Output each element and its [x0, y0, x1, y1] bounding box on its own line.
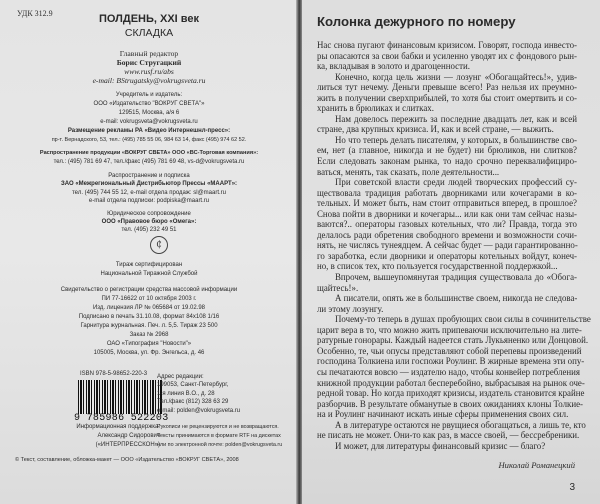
paragraph-line: Нас снова пугают финансовым кризисом. Говорят, господа инвесто-: [317, 40, 577, 50]
column-title: Колонка дежурного по номеру: [317, 14, 516, 29]
paragraph-line: ем, нет (а главное, никогда и не будет) ни брюликов, ни слитков?: [317, 145, 577, 156]
imprint-line: ОАО «Типография "Новости"»: [106, 341, 192, 347]
manuscripts-note-line: или по электронной почте: polden@vokrugsveta.ru: [157, 442, 283, 448]
manuscripts-note-line: Тексты принимаются в формате RTF на дискетах: [157, 433, 281, 439]
paragraph-line: ратурные гонорары. Каждый надеется стать Лукьяненко или Донцовой.: [317, 335, 589, 346]
publisher-line: Учредитель и издатель:: [115, 92, 183, 98]
paragraph-line: нять, не числясь тунеядцем. А сейчас будет — ради гарантированно-: [317, 240, 578, 251]
subscription-line: ЗАО «Межрегиональный Дистрибьютор Прессы «МААРТ»:: [60, 181, 238, 187]
paragraph: [317, 419, 586, 441]
publisher-line: ООО «Издательство "ВОКРУГ СВЕТА"»: [93, 101, 205, 107]
imprint-line: Изд. лицензия ЛР № 065684 от 19.02.98: [92, 305, 206, 311]
paragraph-line: При советской власти среди людей творческих профессий су-: [335, 177, 577, 188]
editor-label: Главный редактор: [119, 49, 179, 58]
paragraph: [317, 314, 591, 420]
info-support-line: («ИНТЕРПРЕССКОН»): [95, 442, 160, 448]
legal-line: ООО «Правовое бюро «Омега»:: [101, 219, 197, 225]
paragraph-line: не писать не может. Они-то как раз, в массе своей, — бессребреники.: [317, 430, 580, 441]
paragraph: [317, 441, 577, 452]
paragraph: [317, 272, 577, 293]
info-support-line: Информационная поддержка:: [76, 424, 160, 430]
paragraph-line: делалось ради обретения свободного времени и возможности сочи-: [317, 229, 577, 240]
imprint-line: Заказ № 2968: [129, 332, 169, 338]
paragraph-line: царит вера в то, что можно жить припеваючи исключительно на лите-: [317, 324, 582, 335]
paragraph-line: ваются?.. операторы газовых котельных, что ли? Правда, тогда это: [317, 219, 577, 230]
paragraph-line: на и Роулинг начинают искать иные сферы применения своих сил.: [317, 409, 569, 420]
paragraph-line: литься тут нечему. Деньги превыше всего! Раз нельзя их преумно-: [317, 82, 577, 93]
right-page-column: [302, 0, 600, 504]
paragraph-line: господина Толкиена или госпожи Роулинг. В жирные времена эти опу-: [317, 356, 585, 367]
distribution-line: Распространение продукции «ВОКРУГ СВЕТА» ООО «ВС-Торговая компания»:: [39, 150, 259, 156]
publisher-line: 129515, Москва, а/я 6: [118, 110, 180, 116]
imprint-line: ПИ 77-16622 от 10 октября 2003 г.: [101, 296, 197, 302]
author-signature: Николай Романецкий: [498, 460, 575, 470]
editorial-address-line: 199053, Санкт-Петербург,: [157, 382, 229, 388]
paragraph-line: но, в список тех, кто пользуется государственной поддержкой...: [317, 261, 558, 272]
paragraph-line: стране, два крупных кризиса. И, как и всей стране, — выжить.: [317, 124, 554, 135]
imprint-line: Свидетельство о регистрации средства массовой информации: [60, 287, 238, 293]
paragraph-line: разборчив. В результате обманутые в своих ожиданиях клоны Толкие-: [317, 398, 583, 409]
subscription-line: e-mail отдела подписки: podpiska@maart.ru: [88, 198, 210, 204]
distribution-line: тел.: (495) 781 69 47, тел./факс (495) 781 69 48, vs-d@vokrugsveta.ru: [53, 159, 245, 165]
certification-line: Национальной Тиражной Службой: [100, 271, 198, 277]
editorial-address-line: e-mail: polden@vokrugsveta.ru: [157, 408, 241, 414]
imprint-line: Гарнитура журнальная. Печ. л. 5,5. Тираж 23 500: [80, 323, 218, 329]
paragraph-line: ществовала традиция работать дворниками или кочегарами в ко-: [317, 187, 577, 198]
paragraph-line: го заработка, если дворники и операторы котельных войдут, конеч-: [317, 250, 577, 261]
publisher-line: e-mail: vokrugsveta@vokrugsveta.ru: [100, 119, 198, 125]
paragraph-line: ваться, менять, так сказать, поле деятельности...: [317, 166, 500, 177]
paragraph-line: Нам довелось пережить за последние двадцать лет, как и всей: [335, 113, 577, 124]
paragraph-line: Впрочем, вышеупомянутая традиция существовала до «Обога-: [335, 272, 577, 283]
paragraph-line: ли этому лозунгу.: [317, 303, 384, 314]
imprint-line: 105005, Москва, ул. Фр. Энгельса, д. 46: [93, 350, 205, 356]
paragraph-line: Если следовать законам рынка, то надо срочно переквалифициро-: [317, 156, 577, 167]
paragraph: [317, 72, 577, 114]
paragraph: [317, 177, 577, 272]
paragraph-line: Особенно, те, чьи опусы представляют собой перепевы произведений: [317, 345, 582, 356]
paragraph-line: Но что теперь делать писателям, у которых, в большинстве сво-: [335, 134, 577, 145]
subscription-line: тел. (495) 744 55 12, e-mail отдела продаж: sl@maart.ru: [72, 190, 226, 196]
paragraph-line: ры опасаются за свои бабки и усиленно уводят их с фондового рын-: [317, 50, 577, 61]
certification-line: Тираж сертифицирован: [115, 262, 183, 268]
legal-line: тел. (495) 232 49 51: [121, 227, 177, 233]
info-support-line: Александр Сидорович: [97, 433, 160, 439]
manuscripts-note-line: Рукописи не рецензируются и не возвращаются.: [157, 424, 279, 430]
editorial-address-line: Тел./факс (812) 328 63 29: [157, 399, 229, 405]
editor-email: e-mail: BStrugatsky@vokrugsveta.ru: [92, 76, 206, 85]
circulation-service-logo-icon: ₵: [150, 236, 168, 254]
paragraph-line: редной товар. Но когда приходят кризисы, издатель становится крайне: [317, 388, 585, 399]
paragraph: [317, 293, 577, 314]
publication-title: ПОЛДЕНЬ, XXI век: [98, 13, 200, 25]
left-page-imprint: [0, 0, 298, 504]
paragraph-line: А писатели, опять же в большинстве своем, никогда не следова-: [335, 293, 578, 304]
paragraph-line: хранить в брюликах и слитках.: [317, 103, 434, 114]
paragraph-line: ка, вкладывая в золото и драгоценности.: [317, 61, 470, 72]
isbn: ISBN 978-5-98652-220-3: [80, 371, 148, 377]
editor-site: www.rusf.ru/abs: [124, 67, 174, 76]
imprint-line: Подписано в печать 31.10.08, формат 84х108 1/16: [78, 314, 220, 320]
paragraph-line: А в литературе остаются не рвущиеся обогащаться, а лишь те, кто: [335, 419, 586, 430]
paragraph-line: щайтесь!».: [317, 282, 359, 293]
advertising-line: пр-т. Вернадского, 53, тел.: (495) 785 55 06, 984 63 14, факс (495) 974 62 52.: [51, 137, 247, 143]
paragraph-line: жить в получении сверхприбылей, то хотя бы стоит омертвить и со-: [317, 92, 577, 103]
publication-subtitle: СКЛАДКА: [124, 27, 174, 39]
barcode-digits: 9 785986 522203: [74, 413, 169, 424]
paragraph-line: И может, для литературы финансовый кризис — благо?: [335, 440, 546, 451]
paragraph-line: Конечно, когда цель жизни — лозунг «Обогащайтесь!», удив-: [335, 71, 577, 82]
paragraph: [317, 114, 577, 135]
udk-code: УДК 312.9: [17, 9, 53, 18]
paragraph: [317, 135, 577, 177]
editorial-address-line: Адрес редакции:: [157, 374, 204, 380]
paragraph-line: сы печатаются вовсю — издателю надо, чтобы конвейер потребления: [317, 366, 581, 377]
advertising-line: Размещение рекламы РА «Видео Интернешнл-пресс»:: [67, 128, 231, 134]
page-number: 3: [569, 482, 575, 493]
legal-line: Юридическое сопровождение: [107, 211, 191, 217]
paragraph-line: книжной продукции работал бесперебойно, выбрасывая на рынок оче-: [317, 377, 585, 388]
barcode-icon: [78, 380, 162, 414]
paragraph-line: Снова пойти в дворники и кочегары... или как они там сейчас назы-: [317, 208, 577, 219]
paragraph-line: тельных. И может быть, нам стоит отправиться вперед, в прошлое?: [317, 198, 577, 209]
paragraph: [317, 40, 577, 72]
editor-name: Борис Стругацкий: [116, 58, 182, 67]
editorial-address-line: 1-я линия В.О., д. 28: [157, 391, 215, 397]
subscription-line: Распространение и подписка: [108, 173, 190, 179]
copyright-notice: © Текст, составление, обложка-макет — ООО «Издательство «ВОКРУГ СВЕТА», 2008: [15, 457, 239, 463]
paragraph-line: Почему-то теперь в душах пробующих свои силы в сочинительстве: [335, 314, 591, 325]
column-body: [317, 40, 591, 451]
